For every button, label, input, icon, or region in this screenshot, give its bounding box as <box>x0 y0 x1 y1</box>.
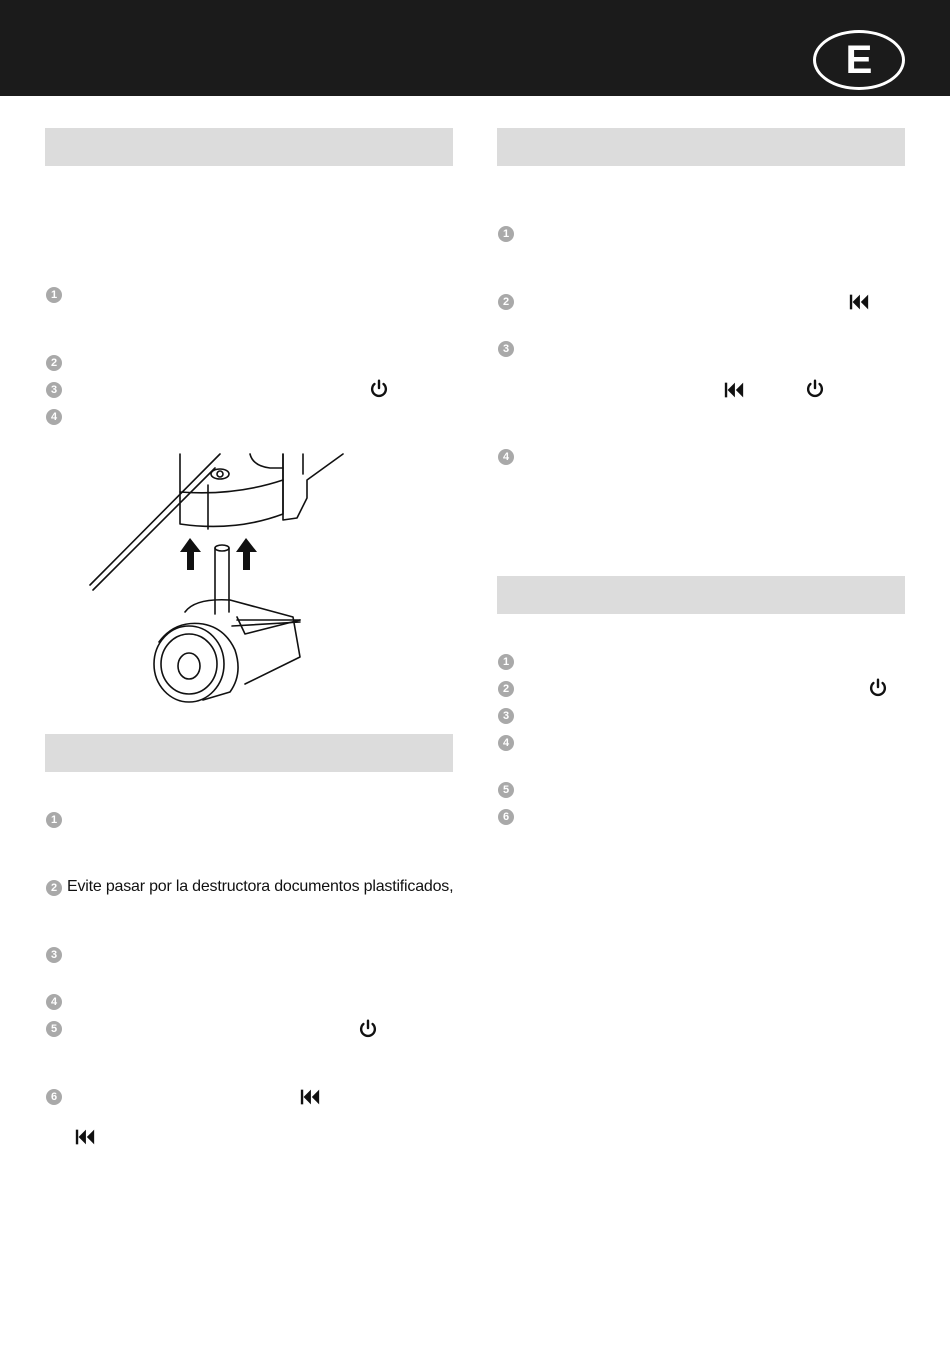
step-number: 1 <box>46 812 62 828</box>
step-number: 1 <box>498 226 514 242</box>
section-header-right-1 <box>497 128 905 166</box>
step-number: 4 <box>498 735 514 751</box>
caster-illustration <box>85 452 355 707</box>
step-number: 4 <box>498 449 514 465</box>
step-number: 2 <box>498 294 514 310</box>
reverse-icon <box>74 1126 96 1148</box>
step-number: 4 <box>46 994 62 1010</box>
step-number: 1 <box>46 287 62 303</box>
step-number: 2 <box>46 880 62 896</box>
step-text: Evite pasar por la destructora documentos plastificados, <box>67 878 454 895</box>
step-number: 5 <box>46 1021 62 1037</box>
language-badge: E <box>813 30 905 90</box>
reverse-icon <box>848 291 870 313</box>
section-header-left-2 <box>45 734 453 772</box>
step-number: 1 <box>498 654 514 670</box>
reverse-icon <box>299 1086 321 1108</box>
power-icon <box>804 378 826 400</box>
step-number: 4 <box>46 409 62 425</box>
step-number: 2 <box>46 355 62 371</box>
section-header-left-1 <box>45 128 453 166</box>
step-number: 6 <box>46 1089 62 1105</box>
reverse-icon <box>723 379 745 401</box>
step-number: 6 <box>498 809 514 825</box>
step-number: 3 <box>498 341 514 357</box>
section-header-right-2 <box>497 576 905 614</box>
header-bar <box>0 0 950 96</box>
step-number: 3 <box>46 382 62 398</box>
step-number: 2 <box>498 681 514 697</box>
power-icon <box>368 378 390 400</box>
power-icon <box>357 1018 379 1040</box>
step-number: 3 <box>498 708 514 724</box>
power-icon <box>867 677 889 699</box>
step-number: 5 <box>498 782 514 798</box>
step-number: 3 <box>46 947 62 963</box>
